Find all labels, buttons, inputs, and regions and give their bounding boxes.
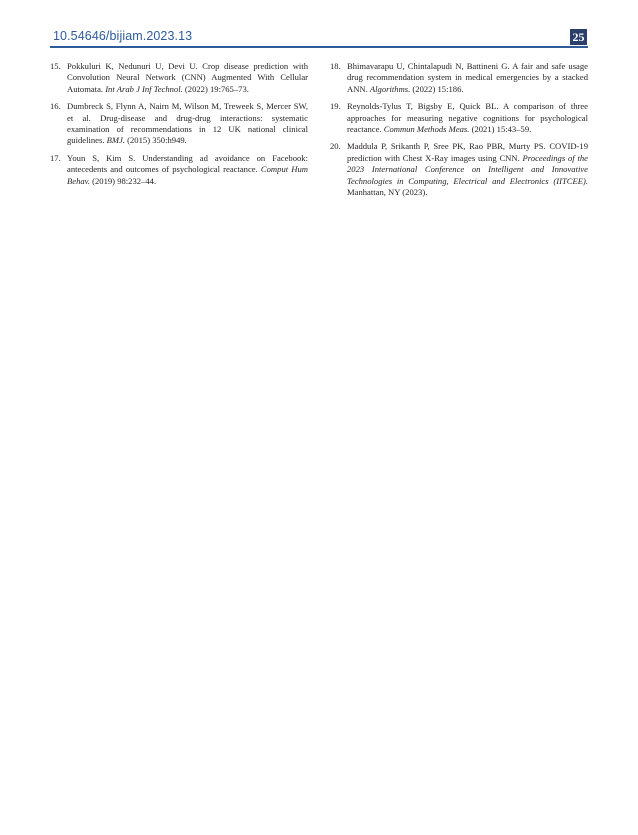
reference-item — [330, 101, 588, 135]
page-number-badge: 25 — [570, 29, 587, 45]
reference-number: 17. — [50, 152, 61, 163]
reference-item — [50, 61, 308, 95]
reference-item — [330, 61, 588, 95]
journal-title: Int Arab J Inf Technol. — [105, 83, 183, 94]
reference-number: 19. — [330, 101, 341, 112]
reference-item — [330, 141, 588, 198]
header-rule — [50, 46, 588, 48]
reference-number: 18. — [330, 61, 341, 71]
reference-text: Youn S, Kim S. Understanding ad avoidance on Facebook: antecedents and outcomes of psychological reactance. Comput Hum Behav. (2019) 98:232–44. — [67, 152, 308, 186]
reference-number: 20. — [330, 141, 341, 152]
reference-item — [50, 153, 308, 187]
reference-text: Reynolds-Tylus T, Bigsby E, Quick BL. A comparison of three approaches for measuring negative cognitions for psychological reactance. Commun Methods Meas. (2021) 15:43–59. — [347, 101, 588, 135]
journal-title: Algorithms. — [369, 83, 411, 94]
journal-title: Proceedings of the 2023 International Conference on Intelligent and Innovative Technologies in Computing, Electrical and Electronics (IITCEE). — [347, 152, 588, 186]
journal-title: BMJ. — [106, 135, 125, 146]
journal-title: Comput Hum Behav. — [67, 164, 308, 186]
reference-text: Dumbreck S, Flynn A, Nairn M, Wilson M, Treweek S, Mercer SW, et al. Drug-disease and drug-drug interactions: systematic examination of recommendations in 12 UK national clinical guidelines. BMJ. (2015) 350:h949. — [67, 101, 308, 146]
reference-item — [50, 101, 308, 147]
references-right-column — [330, 61, 588, 204]
reference-text: Bhimavarapu U, Chintalapudi N, Battineni G. A fair and safe usage drug recommendation system in medical emergencies by a stacked ANN. Algorithms. (2022) 15:186. — [347, 61, 588, 94]
reference-number: 15. — [50, 61, 61, 71]
journal-title: Commun Methods Meas. — [383, 124, 470, 135]
doi-link[interactable]: 10.54646/bijiam.2023.13 — [53, 29, 193, 43]
reference-text: Maddula P, Srikanth P, Sree PK, Rao PBR, Murty PS. COVID-19 prediction with Chest X-Ray images using CNN. Proceedings of the 2023 International Conference on Intelligent and Innovative Technologies in Computing, Electrical and Electronics (IITCEE). Manhattan, NY (2023). — [347, 141, 588, 198]
reference-number: 16. — [50, 101, 61, 112]
reference-text: Pokkuluri K, Nedunuri U, Devi U. Crop disease prediction with Convolution Neural Network (CNN) Augmented With Cellular Automata. Int Arab J Inf Technol. (2022) 19:765–73. — [67, 61, 308, 94]
references-left-column — [50, 61, 308, 193]
